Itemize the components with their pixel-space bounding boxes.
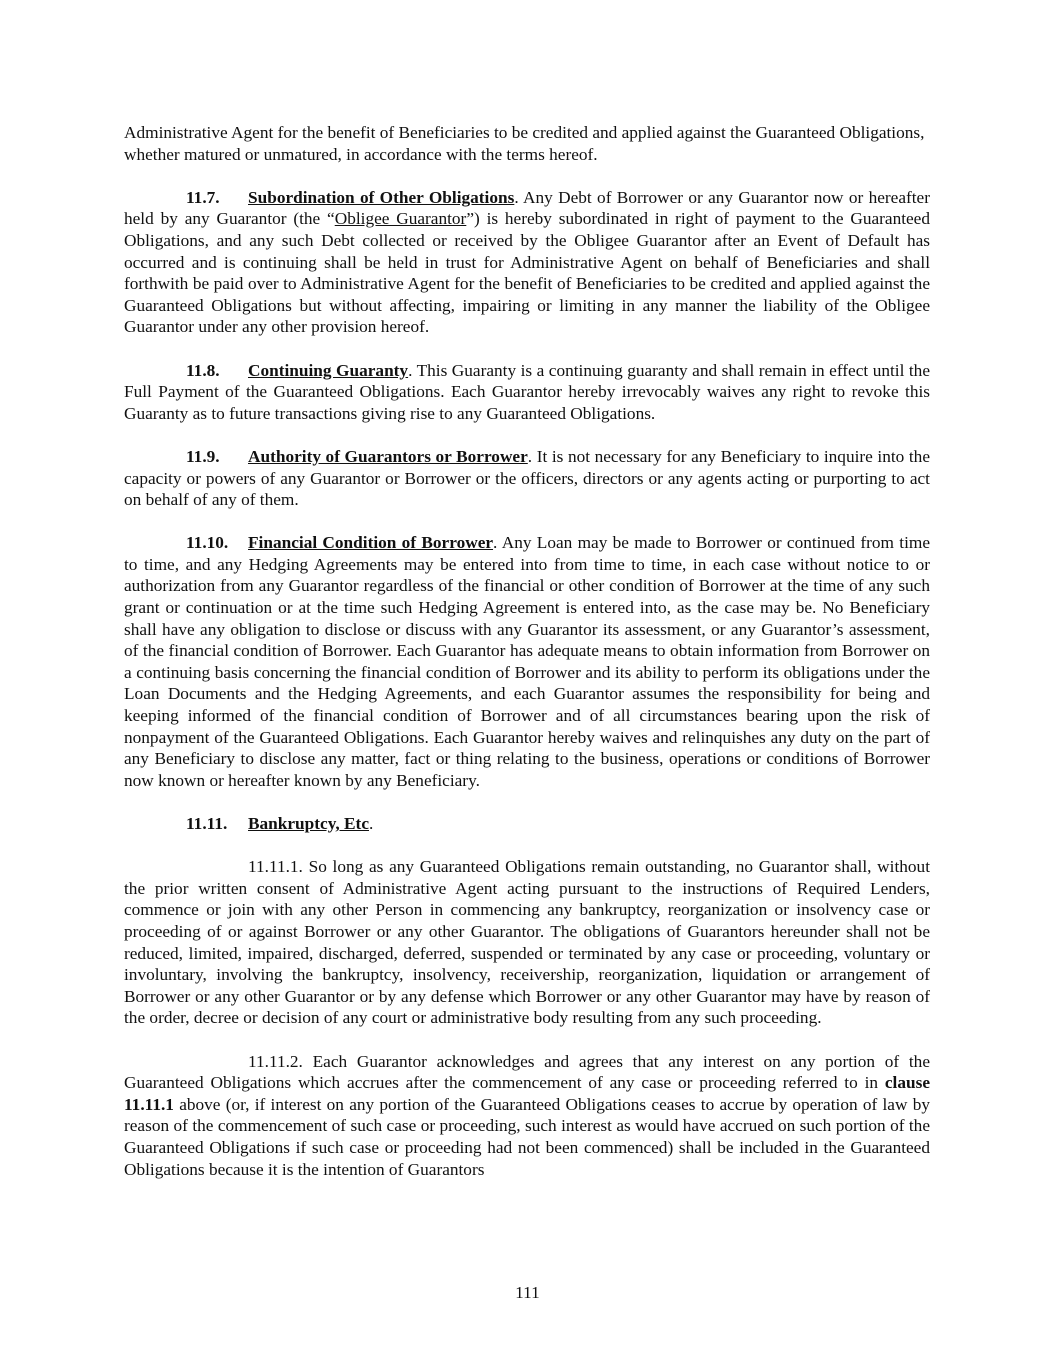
continuation-text: Administrative Agent for the benefit of Beneficiaries to be credited and applied against the Guaranteed Obligations, whether matured or unmatured, in accordance with the terms hereof. bbox=[124, 123, 925, 164]
subsection-11-11-1 bbox=[124, 856, 930, 1029]
subsection-number: 11.11.2. bbox=[248, 1051, 303, 1071]
subsection-number: 11.11.1. bbox=[248, 857, 303, 877]
page-number: 111 bbox=[515, 1283, 540, 1302]
section-text: . Any Loan may be made to Borrower or continued from time to time, and any Hedging Agreements may be entered into from time to time, in each case without notice to or authorization from any Guarantor regardless of the financial or other condition of Borrower at the time of any such grant or continuation or at the time such Hedging Agreement is entered into, as the case may be. No Beneficiary shall have any obligation to disclose or discuss with any Guarantor its assessment, or any Guarantor’s assessment, of the financial condition of Borrower. Each Guarantor has adequate means to obtain information from Borrower on a continuing basis concerning the financial condition of Borrower and its ability to perform its obligations under the Loan Documents and the Hedging Agreements, and each Guarantor assumes the responsibility for being and keeping informed of the financial condition of Borrower and of all circumstances bearing upon the risk of nonpayment of the Guaranteed Obligations. Each Guarantor hereby waives and relinquishes any duty on the part of any Beneficiary to disclose any matter, fact or thing relating to the business, operations or conditions of Borrower now known or hereafter known by any Beneficiary. bbox=[124, 533, 930, 790]
section-11-11 bbox=[124, 813, 930, 835]
subsection-text: So long as any Guaranteed Obligations remain outstanding, no Guarantor shall, without the prior written consent of Administrative Agent acting pursuant to the instructions of Required Lenders, commence or join with any other Person in commencing any bankruptcy, reorganization or insolvency case or proceeding of or against Borrower or any other Guarantor. The obligations of Guarantors hereunder shall not be reduced, limited, impaired, discharged, deferred, suspended or terminated by any case or proceeding, voluntary or involuntary, involving the bankruptcy, insolvency, receivership, reorganization, liquidation or arrangement of Borrower or any other Guarantor or by any defense which Borrower or any other Guarantor may have by reason of the order, decree or decision of any court or administrative body resulting from any such proceeding. bbox=[124, 857, 930, 1028]
subsection-text: Each Guarantor acknowledges and agrees that any interest on any portion of the Guaranteed Obligations which accrues after the commencement of any case or proceeding referred to in bbox=[124, 1051, 930, 1093]
section-heading: Financial Condition of Borrower bbox=[248, 533, 494, 553]
clause-reference: clause 11.11.1 bbox=[124, 1073, 930, 1114]
section-11-10 bbox=[124, 532, 930, 791]
section-11-9 bbox=[124, 446, 930, 511]
section-text: ”) is hereby subordinated in right of payment to the Guaranteed Obligations, and any such Debt collected or received by the Obligee Guarantor after an Event of Default has occurred and is continuing shall be held in trust for Administrative Agent on behalf of Beneficiaries and shall forthwith be paid over to Administrative Agent for the benefit of Beneficiaries to be credited and applied against the Guaranteed Obligations but without affecting, impairing or limiting in any manner the liability of the Obligee Guarantor under any other provision hereof. bbox=[124, 209, 930, 337]
section-text: . bbox=[369, 814, 374, 833]
subsection-text: above (or, if interest on any portion of the Guaranteed Obligations ceases to accrue by operation of law by reason of the commencement of such case or proceeding, such interest as would have accrued on such portion of the Guaranteed Obligations if such case or proceeding had not been commenced) shall be included in the Guaranteed Obligations because it is the intention of Guarantors bbox=[124, 1094, 930, 1179]
section-heading: Subordination of Other Obligations bbox=[248, 187, 515, 207]
section-number: 11.11. bbox=[186, 814, 228, 833]
section-number: 11.9. bbox=[186, 446, 220, 466]
section-heading: Authority of Guarantors or Borrower bbox=[248, 446, 528, 466]
section-11-8 bbox=[124, 360, 930, 425]
section-11-7 bbox=[124, 187, 930, 338]
section-text: . Any Debt of Borrower or any Guarantor now or hereafter held by any Guarantor (the “ bbox=[124, 187, 930, 229]
section-number: 11.10. bbox=[186, 533, 229, 553]
section-text: . It is not necessary for any Beneficiary to inquire into the capacity or powers of any Guarantor or Borrower or the officers, directors or any agents acting or purporting to act on behalf of any of them. bbox=[124, 446, 930, 510]
section-number: 11.7. bbox=[186, 187, 220, 207]
document-page bbox=[124, 122, 930, 1202]
section-heading: Continuing Guaranty bbox=[248, 360, 409, 380]
section-text: . This Guaranty is a continuing guaranty and shall remain in effect until the Full Payment of the Guaranteed Obligations. Each Guarantor hereby irrevocably waives any right to revoke this Guaranty as to future transactions giving rise to any Guaranteed Obligations. bbox=[124, 360, 930, 423]
section-heading: Bankruptcy, Etc bbox=[248, 814, 369, 833]
defined-term: Obligee Guarantor bbox=[334, 209, 467, 229]
subsection-11-11-2 bbox=[124, 1051, 930, 1181]
section-number: 11.8. bbox=[186, 360, 220, 380]
continuation-paragraph bbox=[124, 122, 930, 165]
